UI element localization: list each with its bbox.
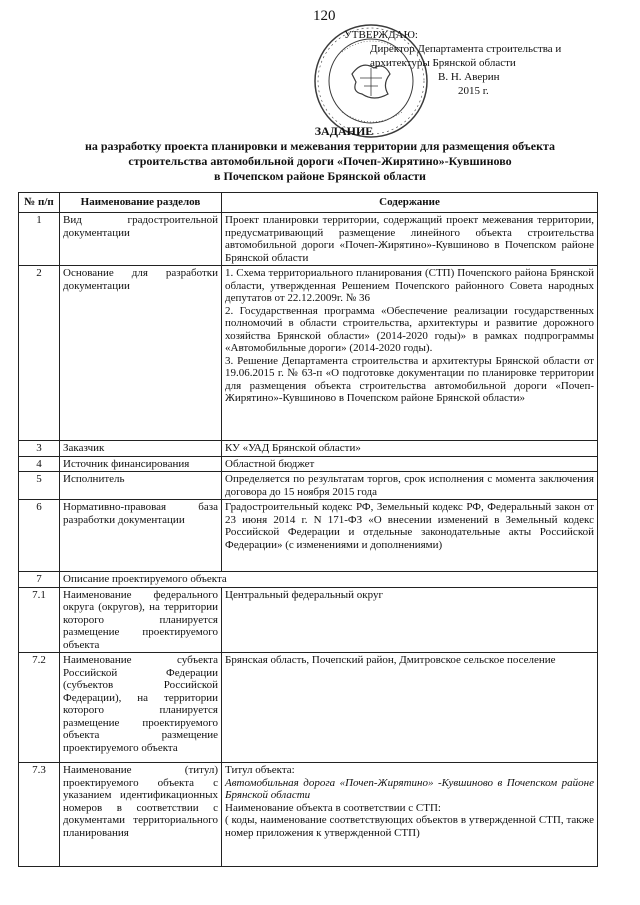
table-row: [19, 456, 598, 472]
row-number: 5: [19, 472, 60, 500]
approval-position-line2: архитектуры Брянской области: [370, 57, 516, 69]
row-number: 7.1: [19, 587, 60, 653]
row-number: 7.2: [19, 653, 60, 763]
row-content: Областной бюджет: [222, 456, 598, 472]
row-section-name: Исполнитель: [60, 472, 222, 500]
document-title: ЗАДАНИЕ: [314, 124, 374, 138]
row-section-name: Наименование субъекта Российской Федерации (субъектов Российской Федерации), на территории которого планируется размещение проектируемого объекта размещение проектируемого объекта: [60, 653, 222, 763]
header-section-name: Наименование разделов: [60, 193, 222, 213]
document-subtitle-line3: в Почепском районе Брянской области: [214, 169, 426, 183]
row-number: 1: [19, 213, 60, 266]
row-section-name: Заказчик: [60, 441, 222, 457]
row-section-name: Наименование федерального округа (округов), на территории которого планируется размещение проектируемого объекта: [60, 587, 222, 653]
approval-signature: В. Н. Аверин: [438, 71, 500, 83]
header-content: Содержание: [222, 193, 598, 213]
content-paragraph: 3. Решение Департамента строительства и архитектуры Брянской области от 19.06.2015 г. № 63-п «О подготовке документации по планировке территории для размещения объекта строительства автомобильной дороги «Почеп-Жирятино»-Кувшиново в Почепском районе Брянской области»: [225, 354, 594, 404]
header-number: № п/п: [19, 193, 60, 213]
table-row: [19, 587, 598, 653]
row-content: Градостроительный кодекс РФ, Земельный кодекс РФ, Федеральный закон от 23 июня 2014 г. N 171-ФЗ «О внесении изменений в Земельный кодекс Российской Федерации и отдельные законодательные акты Российской Федерации» (с изменениями и дополнениями): [222, 500, 598, 572]
content-paragraph: 2. Государственная программа «Обеспечение реализации государственных полномочий в области строительства, архитектуры и развитие дорожного хозяйства Брянской области» (2014-2020 годы)» в рамках подпрограммы «Автомобильные дороги» (2014-2020 годы).: [225, 304, 594, 354]
approval-position-line1: Директор Департамента строительства и: [370, 43, 562, 55]
row-number: 7: [19, 572, 60, 588]
row-number: 6: [19, 500, 60, 572]
row-number: 7.3: [19, 763, 60, 867]
content-paragraph: ( коды, наименование соответствующих объектов в утвержденной СТП, также номер приложения к утвержденной СТП): [225, 814, 594, 839]
row-content: Проект планировки территории, содержащий проект межевания территории, предусматривающий размещение линейного объекта строительства автомобильной дороги «Почеп-Жирятино»-Кувшиново в Почепском районе Брянской области: [222, 213, 598, 266]
row-section-name: Вид градостроительной документации: [60, 213, 222, 266]
row-section-name: Нормативно-правовая база разработки документации: [60, 500, 222, 572]
document-subtitle-line2: строительства автомобильной дороги «Почеп-Жирятино»-Кувшиново: [128, 154, 512, 168]
approval-year: 2015 г.: [458, 85, 489, 97]
table-row: [19, 441, 598, 457]
table-row: [19, 266, 598, 441]
table-row: [19, 472, 598, 500]
table-header-row: [19, 193, 598, 213]
row-content: [222, 266, 598, 441]
row-content: Определяется по результатам торгов, срок исполнения с момента заключения договора до 15 ноября 2015 года: [222, 472, 598, 500]
table-row: [19, 500, 598, 572]
row-content: [222, 763, 598, 867]
table-row: [19, 763, 598, 867]
document-subtitle-line1: на разработку проекта планировки и межевания территории для размещения объекта: [84, 139, 556, 153]
table-row: [19, 572, 598, 588]
page-number: 120: [313, 8, 336, 24]
table-row: [19, 213, 598, 266]
approval-title: УТВЕРЖДАЮ:: [344, 29, 418, 41]
row-number: 3: [19, 441, 60, 457]
row-number: 4: [19, 456, 60, 472]
row-section-name: Наименование (титул) проектируемого объекта с указанием идентификационных номеров в соответствии с документами территориального планирования: [60, 763, 222, 867]
row-section-name: Источник финансирования: [60, 456, 222, 472]
row-content: КУ «УАД Брянской области»: [222, 441, 598, 457]
approval-block: [344, 28, 561, 98]
content-paragraph: 1. Схема территориального планирования (СТП) Почепского района Брянской области, утвержденная Решением Почепского районного Совета народных депутатов от 22.12.2009г. № 36: [225, 267, 594, 304]
content-paragraph: Наименование объекта в соответствии с СТП:: [225, 801, 441, 814]
content-paragraph: Титул объекта:: [225, 764, 295, 776]
row-content: Брянская область, Почепский район, Дмитровское сельское поселение: [222, 653, 598, 763]
row-section-name: Описание проектируемого объекта: [60, 572, 598, 588]
document-title-block: [0, 124, 640, 184]
table-row: [19, 653, 598, 763]
specification-table: [18, 192, 598, 867]
row-section-name: Основание для разработки документации: [60, 266, 222, 441]
row-number: 2: [19, 266, 60, 441]
row-content: Центральный федеральный округ: [222, 587, 598, 653]
content-paragraph: Автомобильная дорога «Почеп-Жирятино» -Кувшиново в Почепском районе Брянской области: [225, 776, 594, 801]
